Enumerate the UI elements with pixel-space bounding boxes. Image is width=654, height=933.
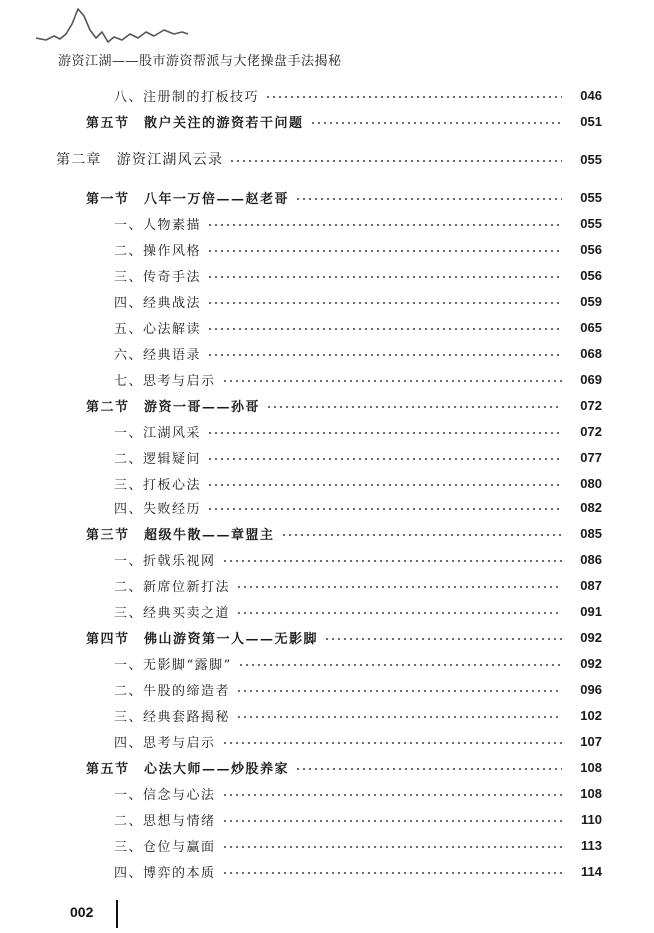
toc-item xyxy=(0,782,654,804)
toc-page-number: 085 xyxy=(580,525,602,541)
toc-label: 第五节 散户关注的游资若干问题 xyxy=(86,115,304,131)
toc-page-number: 091 xyxy=(580,603,602,619)
toc-page-number: 080 xyxy=(580,475,602,491)
dot-leader xyxy=(207,508,562,510)
toc-label: 四、思考与启示 xyxy=(114,735,216,751)
toc-label: 六、经典语录 xyxy=(114,347,202,363)
dot-leader xyxy=(207,354,562,356)
dot-leader xyxy=(236,690,562,692)
toc-label: 一、折戟乐视网 xyxy=(114,553,216,569)
mountain-line-icon xyxy=(36,4,188,48)
page-number: 002 xyxy=(70,904,94,920)
dot-leader xyxy=(207,302,562,304)
toc-label: 二、操作风格 xyxy=(114,243,202,259)
toc-item xyxy=(0,496,654,518)
dot-leader xyxy=(222,794,562,796)
footer-divider xyxy=(116,900,118,928)
toc-item xyxy=(0,730,654,752)
toc-label: 第一节 八年一万倍——赵老哥 xyxy=(86,191,290,207)
dot-leader xyxy=(229,160,562,162)
dot-leader xyxy=(266,406,562,408)
dot-leader xyxy=(222,872,562,874)
toc-label: 四、博弈的本质 xyxy=(114,865,216,881)
book-title: 游资江湖——股市游资帮派与大佬操盘手法揭秘 xyxy=(58,54,342,69)
dot-leader xyxy=(207,432,562,434)
toc-page-number: 051 xyxy=(580,113,602,129)
toc-item xyxy=(0,446,654,468)
toc-item xyxy=(0,342,654,364)
toc-label: 二、新席位新打法 xyxy=(114,579,231,595)
toc-label: 四、失败经历 xyxy=(114,501,202,517)
toc-item xyxy=(0,368,654,390)
toc-page-number: 086 xyxy=(580,551,602,567)
toc-item xyxy=(0,420,654,442)
toc-section xyxy=(0,626,654,648)
dot-leader xyxy=(207,328,562,330)
toc-page-number: 092 xyxy=(580,655,602,671)
toc-page-number: 059 xyxy=(580,293,602,309)
toc-item xyxy=(0,652,654,674)
toc-page-number: 082 xyxy=(580,499,602,515)
dot-leader xyxy=(207,250,562,252)
toc-label: 五、心法解读 xyxy=(114,321,202,337)
toc-label: 三、打板心法 xyxy=(114,477,202,493)
toc-item xyxy=(0,290,654,312)
toc-page-number: 055 xyxy=(580,151,602,167)
toc-item xyxy=(0,264,654,286)
dot-leader xyxy=(265,96,562,98)
toc-item xyxy=(0,600,654,622)
toc-page-number: 096 xyxy=(580,681,602,697)
toc-section xyxy=(0,186,654,208)
dot-leader xyxy=(222,560,562,562)
toc-page-number: 072 xyxy=(580,423,602,439)
dot-leader xyxy=(310,122,562,124)
toc-label: 第三节 超级牛散——章盟主 xyxy=(86,527,275,543)
toc-page-number: 108 xyxy=(580,785,602,801)
toc-page-number: 055 xyxy=(580,189,602,205)
toc-page-number: 055 xyxy=(580,215,602,231)
toc-label: 三、经典套路揭秘 xyxy=(114,709,231,725)
toc-section xyxy=(0,110,654,132)
toc-label: 二、牛股的缔造者 xyxy=(114,683,231,699)
dot-leader xyxy=(207,458,562,460)
toc-page-number: 102 xyxy=(580,707,602,723)
toc-page-number: 046 xyxy=(580,87,602,103)
dot-leader xyxy=(222,742,562,744)
toc-item xyxy=(0,238,654,260)
dot-leader xyxy=(324,638,562,640)
dot-leader xyxy=(281,534,562,536)
toc-page-number: 108 xyxy=(580,759,602,775)
toc-item xyxy=(0,834,654,856)
dot-leader xyxy=(207,484,562,486)
toc-page-number: 056 xyxy=(580,267,602,283)
toc-section xyxy=(0,756,654,778)
toc-label: 一、信念与心法 xyxy=(114,787,216,803)
toc-item xyxy=(0,316,654,338)
dot-leader xyxy=(295,198,562,200)
toc-page-number: 068 xyxy=(580,345,602,361)
toc-item xyxy=(0,472,654,494)
dot-leader xyxy=(207,224,562,226)
toc-item xyxy=(0,808,654,830)
toc-label: 七、思考与启示 xyxy=(114,373,216,389)
toc-label: 第五节 心法大师——炒股养家 xyxy=(86,761,290,777)
toc-label: 一、江湖风采 xyxy=(114,425,202,441)
toc-page-number: 092 xyxy=(580,629,602,645)
toc-label: 一、无影脚“露脚” xyxy=(114,657,232,673)
toc-label: 第二节 游资一哥——孙哥 xyxy=(86,399,261,415)
toc-item xyxy=(0,704,654,726)
dot-leader xyxy=(238,664,562,666)
toc-item xyxy=(0,860,654,882)
toc-page-number: 056 xyxy=(580,241,602,257)
toc-section xyxy=(0,394,654,416)
toc-chapter xyxy=(0,148,654,170)
dot-leader xyxy=(236,586,562,588)
toc-label: 四、经典战法 xyxy=(114,295,202,311)
toc-page-number: 114 xyxy=(581,863,602,879)
toc-label: 三、传奇手法 xyxy=(114,269,202,285)
dot-leader xyxy=(236,716,562,718)
toc-item xyxy=(0,678,654,700)
toc-item xyxy=(0,84,654,106)
toc-label: 二、逻辑疑问 xyxy=(114,451,202,467)
toc-label: 第二章 游资江湖风云录 xyxy=(56,152,224,168)
toc-page-number: 065 xyxy=(580,319,602,335)
toc-label: 第四节 佛山游资第一人——无影脚 xyxy=(86,631,319,647)
toc-section xyxy=(0,522,654,544)
dot-leader xyxy=(295,768,562,770)
dot-leader xyxy=(236,612,562,614)
toc-page-number: 072 xyxy=(580,397,602,413)
toc-page-number: 113 xyxy=(581,837,602,853)
toc-label: 八、注册制的打板技巧 xyxy=(114,89,260,105)
dot-leader xyxy=(222,846,562,848)
dot-leader xyxy=(222,380,562,382)
toc-item xyxy=(0,574,654,596)
toc-label: 一、人物素描 xyxy=(114,217,202,233)
toc-page-number: 107 xyxy=(580,733,602,749)
toc-page-number: 087 xyxy=(580,577,602,593)
dot-leader xyxy=(222,820,562,822)
toc-label: 三、仓位与赢面 xyxy=(114,839,216,855)
toc-page-number: 069 xyxy=(580,371,602,387)
toc-item xyxy=(0,548,654,570)
toc-label: 二、思想与情绪 xyxy=(114,813,216,829)
dot-leader xyxy=(207,276,562,278)
toc-item xyxy=(0,212,654,234)
toc-label: 三、经典买卖之道 xyxy=(114,605,231,621)
toc-page-number: 077 xyxy=(580,449,602,465)
toc-page-number: 110 xyxy=(581,811,602,827)
